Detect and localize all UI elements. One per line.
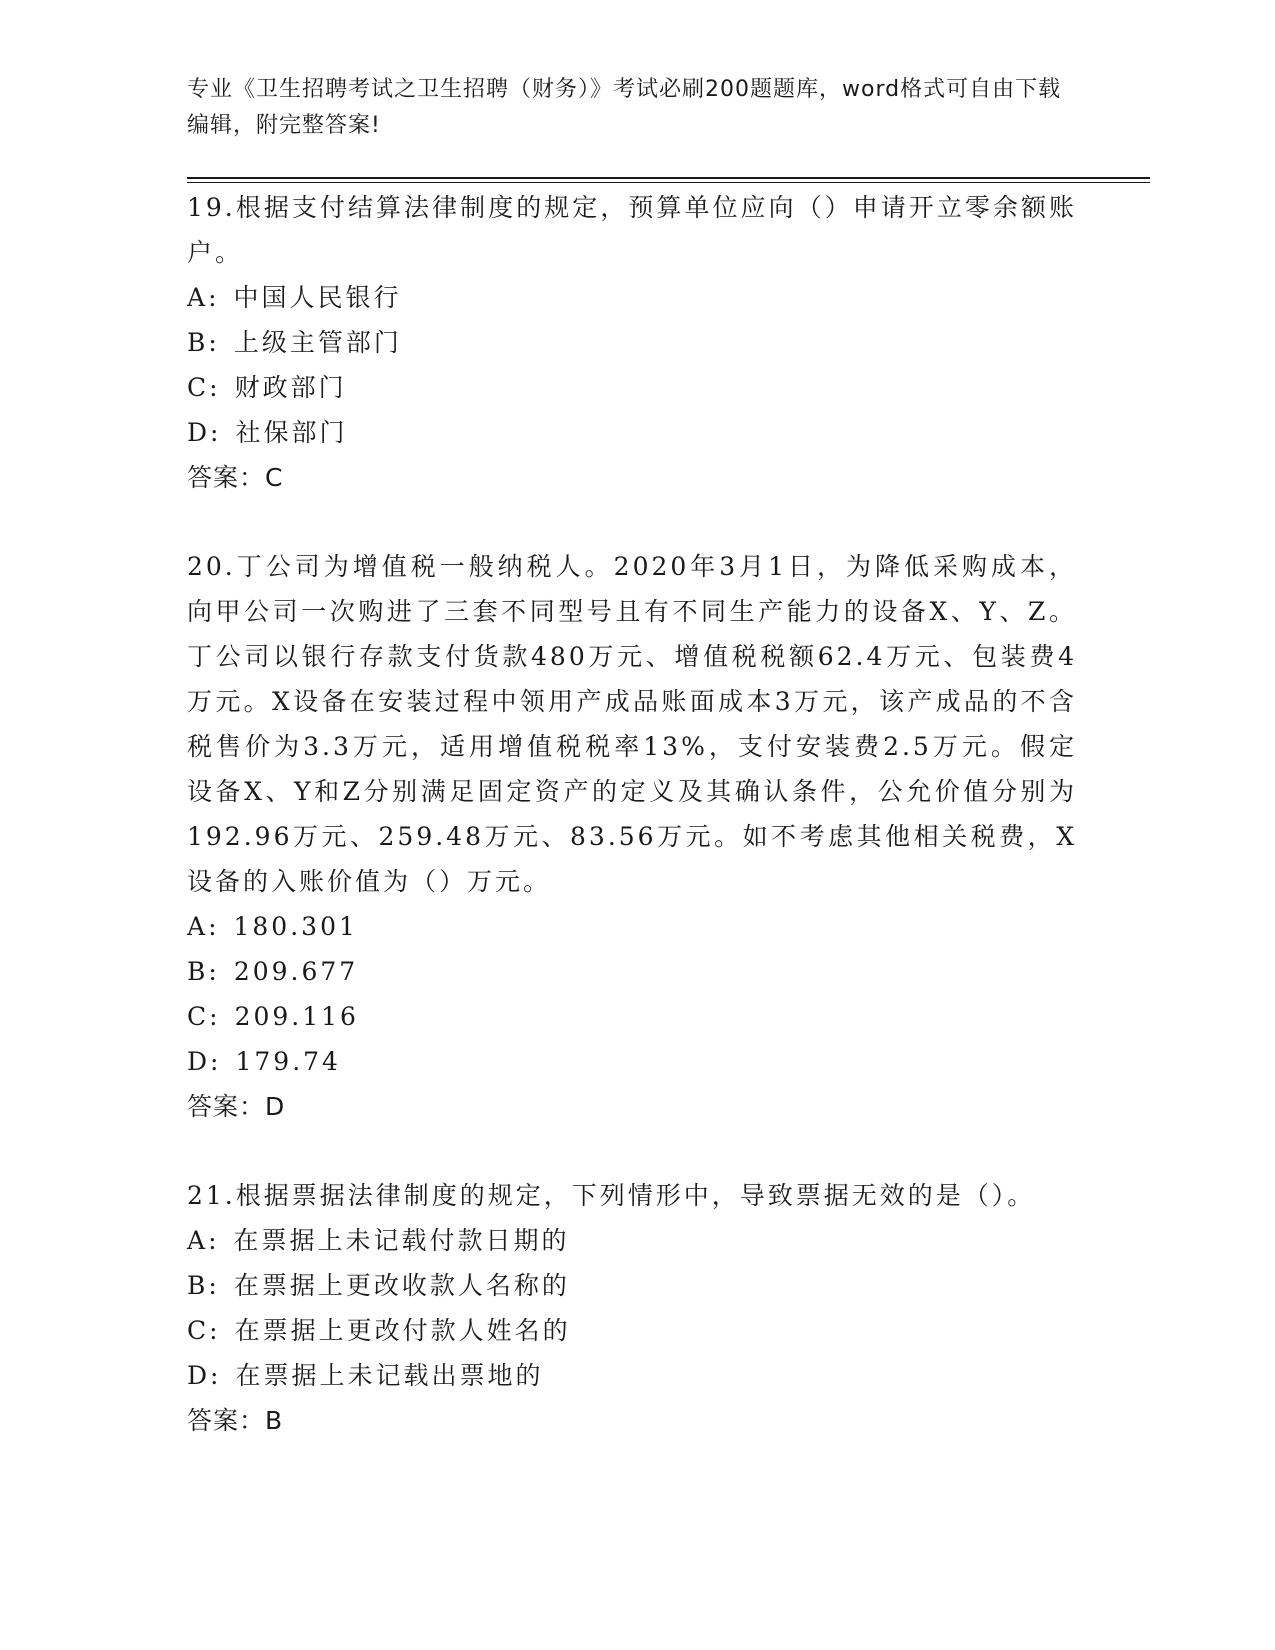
option-d: D: 社保部门 <box>187 410 1077 455</box>
option-text: 在票据上未记载出票地的 <box>235 1361 544 1390</box>
question-list <box>187 185 1077 1487</box>
option-text: 在票据上未记载付款日期的 <box>233 1226 570 1255</box>
question-text: 19.根据支付结算法律制度的规定，预算单位应向（）申请开立零余额账户。 <box>187 193 1077 267</box>
option-a: A: 180.301 <box>187 904 1077 949</box>
option-text: 209.677 <box>233 957 359 986</box>
option-text: 180.301 <box>233 912 358 941</box>
option-c: C: 财政部门 <box>187 365 1077 410</box>
option-key: D <box>187 1361 211 1390</box>
question-21 <box>187 1173 1077 1443</box>
answer-line: 答案：B <box>187 1406 284 1435</box>
option-a: A: 中国人民银行 <box>187 275 1077 320</box>
option-a: A: 在票据上未记载付款日期的 <box>187 1218 1077 1263</box>
option-b: B: 上级主管部门 <box>187 320 1077 365</box>
option-key: B <box>187 1271 209 1300</box>
question-text: 20.丁公司为增值税一般纳税人。2020年3月1日，为降低采购成本，向甲公司一次购进了三套不同型号且有不同生产能力的设备X、Y、Z。丁公司以银行存款支付货款480万元、增值税税额62.4万元、包装费4万元。X设备在安装过程中领用产成品账面成本3万元，该产成品的不含税售价为3.3万元，适用增值税税率13%，支付安装费2.5万元。假定设备X、Y和Z分别满足固定资产的定义及其确认条件，公允价值分别为192.96万元、259.48万元、83.56万元。如不考虑其他相关税费，X设备的入账价值为（）万元。 <box>187 552 1077 896</box>
option-text: 179.74 <box>235 1047 341 1076</box>
option-text: 在票据上更改收款人名称的 <box>233 1271 570 1300</box>
option-key: D <box>187 1047 211 1076</box>
option-c: C: 在票据上更改付款人姓名的 <box>187 1308 1077 1353</box>
question-19 <box>187 185 1077 500</box>
header-divider-thin <box>187 182 1150 183</box>
question-20 <box>187 544 1077 1129</box>
answer-line: 答案：C <box>187 463 284 492</box>
document-header: 专业《卫生招聘考试之卫生招聘（财务）》考试必刷200题题库，word格式可自由下载编辑，附完整答案! <box>187 77 1062 138</box>
option-text: 中国人民银行 <box>233 283 402 312</box>
option-text: 社保部门 <box>235 418 348 447</box>
option-d: D: 179.74 <box>187 1039 1077 1084</box>
option-text: 财政部门 <box>234 373 347 402</box>
option-key: D <box>187 418 211 447</box>
option-key: A <box>187 283 209 312</box>
option-c: C: 209.116 <box>187 994 1077 1039</box>
option-b: B: 209.677 <box>187 949 1077 994</box>
option-key: C <box>187 1002 210 1031</box>
option-key: A <box>187 912 209 941</box>
option-key: B <box>187 957 209 986</box>
option-key: B <box>187 328 209 357</box>
option-key: A <box>187 1226 209 1255</box>
question-text: 21.根据票据法律制度的规定，下列情形中，导致票据无效的是（）。 <box>187 1181 1036 1210</box>
option-text: 上级主管部门 <box>233 328 402 357</box>
header-divider-thick <box>187 177 1150 179</box>
option-b: B: 在票据上更改收款人名称的 <box>187 1263 1077 1308</box>
answer-line: 答案：D <box>187 1092 286 1121</box>
option-text: 在票据上更改付款人姓名的 <box>234 1316 571 1345</box>
option-text: 209.116 <box>234 1002 359 1031</box>
option-key: C <box>187 1316 210 1345</box>
option-d: D: 在票据上未记载出票地的 <box>187 1353 1077 1398</box>
option-key: C <box>187 373 210 402</box>
